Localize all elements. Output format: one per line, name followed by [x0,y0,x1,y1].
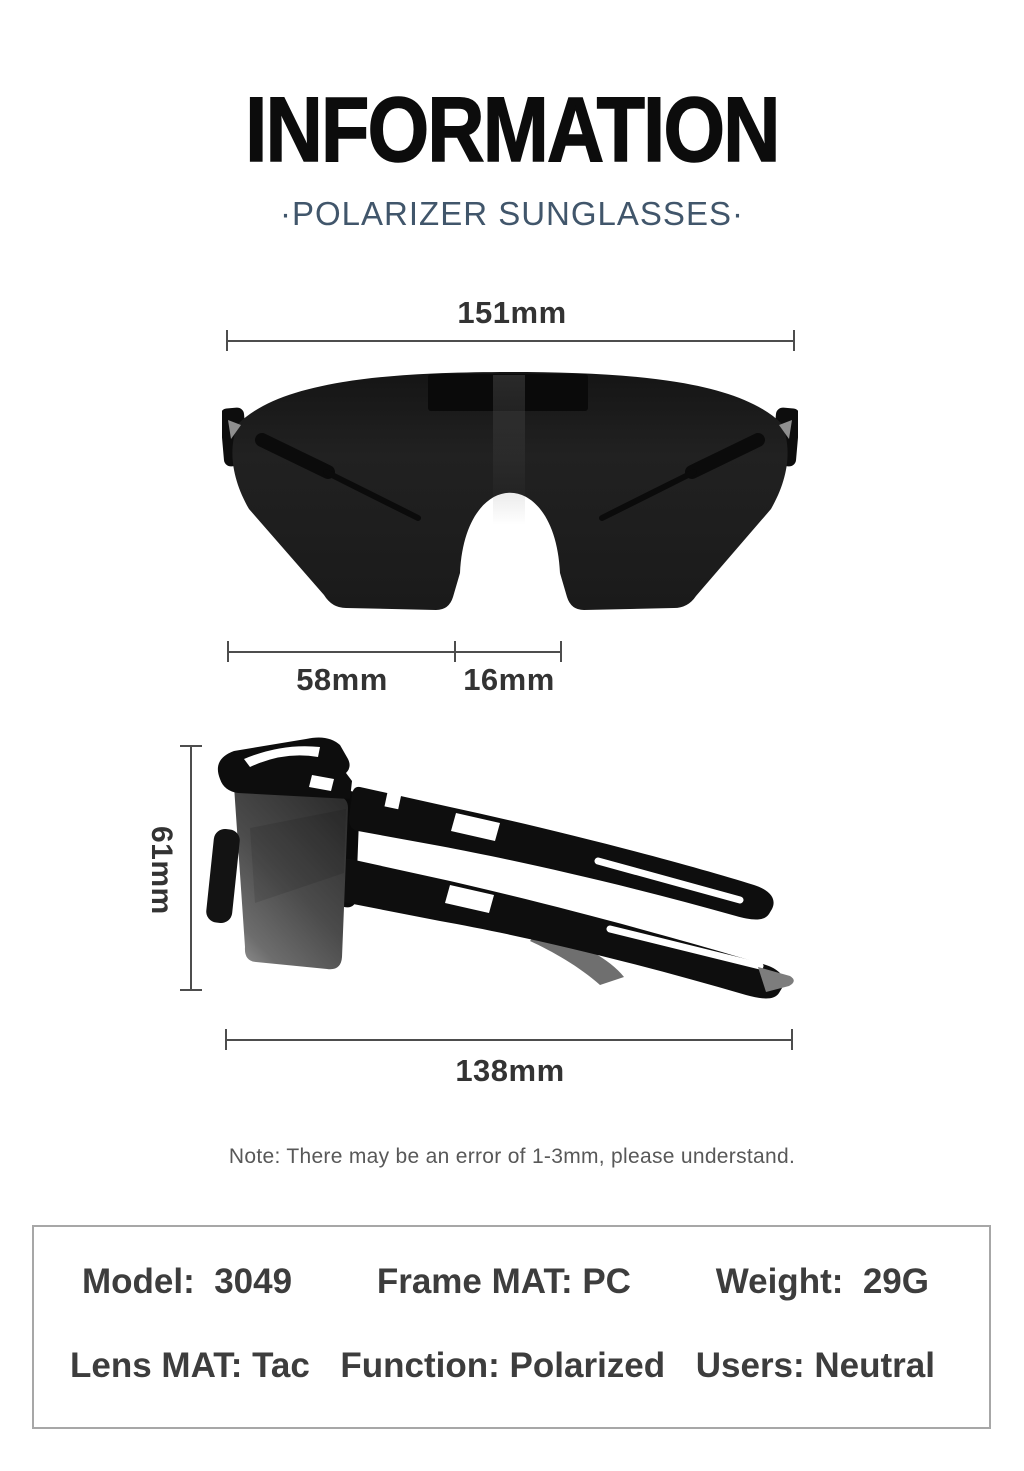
dim-lens-width-label: 58mm [296,662,388,697]
sunglasses-side-view [200,733,840,1023]
spec-model: Model: 3049 [82,1262,293,1301]
page-title: INFORMATION [245,79,779,181]
dim-temple-length-label: 138mm [455,1053,565,1088]
dim-tick [180,745,202,747]
nose-piece-tab [205,828,241,924]
spec-weight: Weight: 29G [715,1262,929,1301]
dim-tick [454,641,456,662]
dim-tick [180,989,202,991]
spec-users: Users: Neutral [695,1346,935,1385]
dim-tick [791,1029,793,1050]
dim-lens-height-line [190,746,192,991]
spec-lens-material: Lens MAT: Tac [70,1346,310,1385]
page-subtitle: ·POLARIZER SUNGLASSES· [280,195,744,232]
dim-tick [225,1029,227,1050]
dim-temple-length-line [226,1039,793,1041]
spec-function: Function: Polarized [340,1346,666,1385]
dim-lens-bridge-line [228,651,562,653]
spec-frame-material: Frame MAT: PC [376,1262,631,1301]
spec-row-2 [34,1345,989,1387]
dim-total-width-line [227,340,795,342]
dim-tick [226,330,228,351]
spec-row-1 [34,1261,989,1303]
spec-box [32,1225,991,1429]
dim-lens-height-label: 61mm [145,826,178,915]
sunglasses-front-view [222,362,798,642]
lens-reflection [493,375,525,525]
dim-tick [793,330,795,351]
top-frame-cap [218,737,352,799]
dim-total-width-label: 151mm [457,295,567,330]
dim-tick [227,641,229,662]
dim-bridge-width-label: 16mm [463,662,555,697]
note-text: Note: There may be an error of 1-3mm, please understand. [228,1145,796,1168]
dim-tick [560,641,562,662]
